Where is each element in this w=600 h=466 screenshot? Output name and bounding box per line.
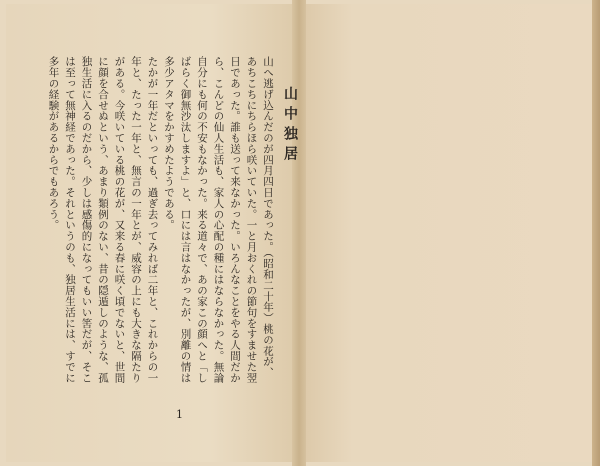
right-page-blank xyxy=(300,4,592,462)
page-edge xyxy=(592,0,600,466)
chapter-title: 山中独居 xyxy=(282,86,298,166)
body-text xyxy=(47,56,276,386)
book-gutter xyxy=(292,0,306,466)
page-number: 1 xyxy=(176,408,183,421)
paragraph: たかが一年だといっても、過ぎ去ってみれば二年と、これからの一年と、たった一年と、無言の一年とが、威容の上にも大きな隔たりがある。今咲いている桃の花が、又来る春に咲く頃でないと、世間に顔を合せぬという、あまり類例のない、昔の隠遁しのような、孤独生活に入るのだから、少しは感傷的になってもいい筈だが、そこは至って無神経であった。それというのも、独居生活には、すでに多年の経験があるからでもあろう。 xyxy=(47,56,159,383)
paragraph: 山へ逃げ込んだのが四月四日であった。（昭和二十年）桃の花が、あちこちにちらほら咲いていた。一と月おくれの節句をすませた翌日であった。誰も送って来なかった。いろんなことをやる人間だから、こんどの仙人生活も、家人の心配の種にはならなかった。無論自分にも何の不安もなかった。来る道々で、あの家この顔へと「しばらく御無沙汰しますよ」と、口には言はなかったが、別離の情は多少アタマをかすめたようである。 xyxy=(163,56,274,383)
